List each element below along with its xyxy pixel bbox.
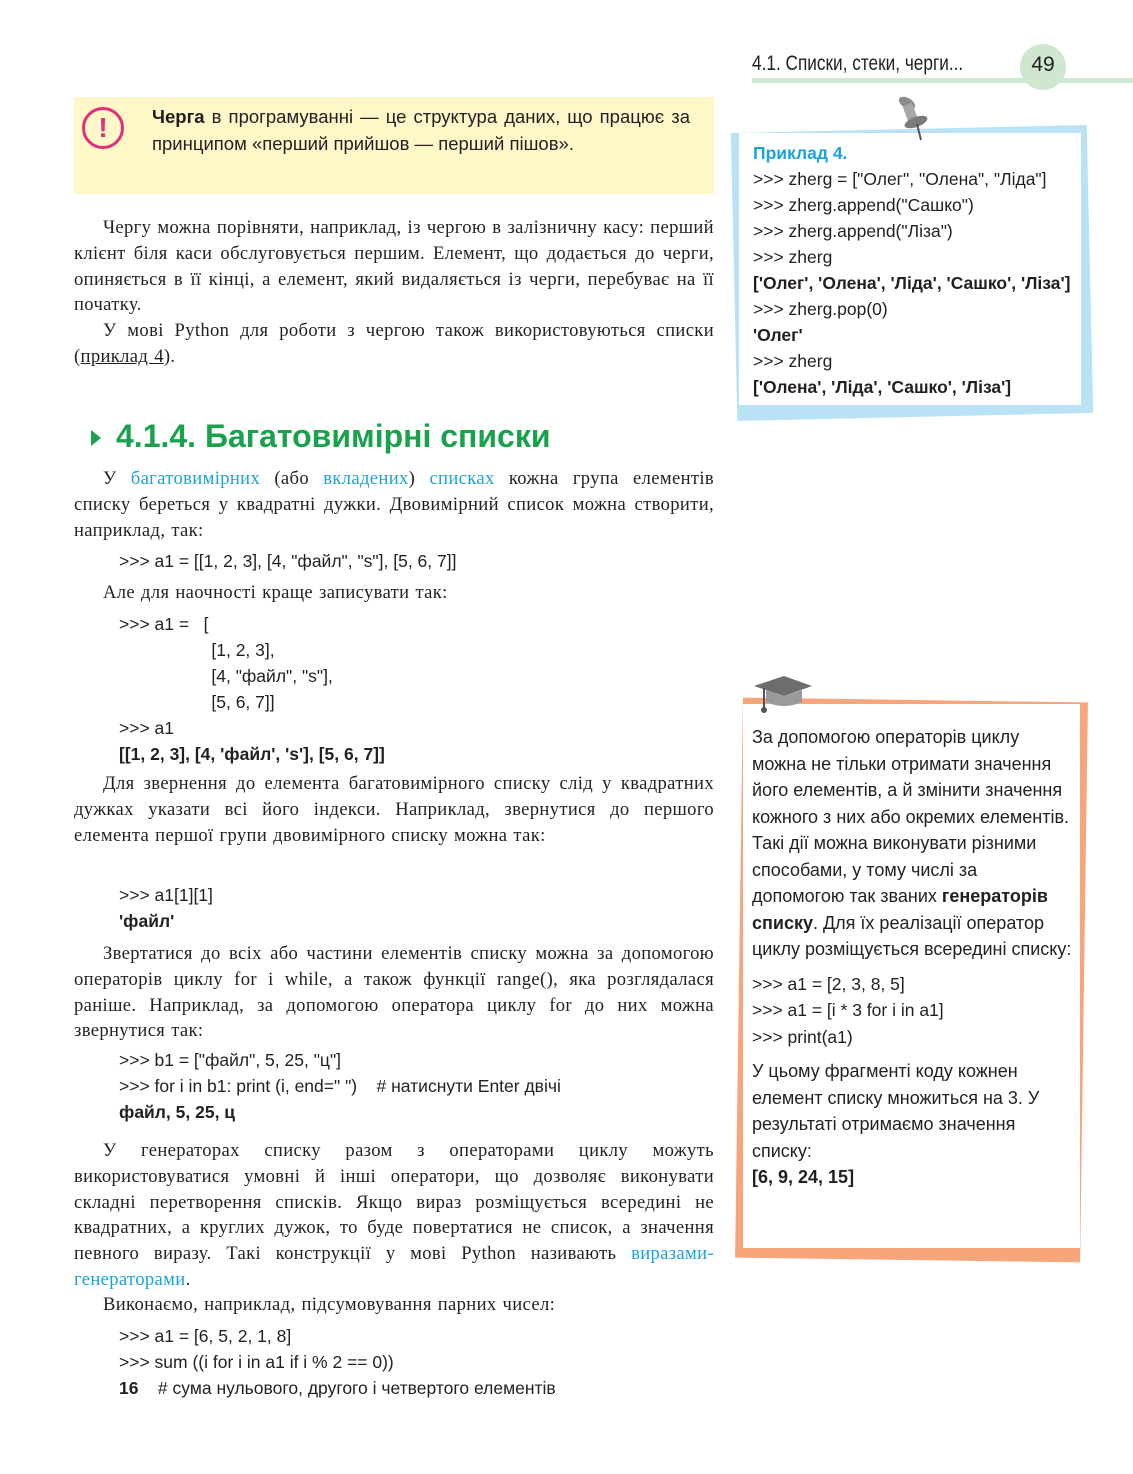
code-2d-list-formatted: >>> a1 = [ [1, 2, 3], [4, "файл", "s"], [5, 6, 7]] >>> a1 [[1, 2, 3], [4, 'файл', 's'], [5, 6, 7]] — [119, 611, 385, 767]
paragraph-loops: Звертатися до всіх або частини елементів списку можна за допомогою операторів циклу for і while, а також функції range(), яка розглядалася раніше. Наприклад, за допомогою оператора циклу for до них можна звернутися так: — [74, 943, 714, 1042]
code-2d-list: >>> a1 = [[1, 2, 3], [4, "файл", "s"], [5, 6, 7]] — [119, 551, 457, 571]
example-code: >>> zherg = ["Олег", "Олена", "Ліда"] >>> zherg.append("Сашко") >>> zherg.append("Ліза") >>> zherg ['Олег', 'Олена', 'Ліда', 'Сашко', 'Ліза'] >>> zherg.pop(0) 'Олег' >>> zherg ['Олена', 'Ліда', 'Сашко', 'Ліза'] — [753, 166, 1070, 400]
section-heading: 4.1.4. Багатовимірні списки — [116, 418, 551, 454]
heading-arrow-icon — [91, 430, 101, 446]
pushpin-icon — [893, 94, 943, 146]
paragraph-python-queue: У мові Python для роботи з чергою також використовуються списки (приклад 4). — [74, 320, 714, 367]
paragraph-queue-analogy: Чергу можна порівняти, наприклад, із чергою в залізничну касу: перший клієнт біля каси обслуговується першим. Елемент, що додається до черги, опиняється в її кінці, а елемент, який видаляється із черги, перебуває на її початку. — [74, 217, 714, 316]
code-output: 16 — [119, 1378, 139, 1398]
tip-text: За допомогою операторів циклу можна не тільки отримати значення його елементів, а й змінити значення кожного з них або окремих елементів. Такі дії можна виконувати різними способами, у тому числі за допомогою так званих генераторів списку. Для їх реалізації оператор циклу розміщується всередині списку: >>> a1 = [2, 3, 8, 5] >>> a1 = [i * 3 for i in a1] >>> print(a1) У цьому фрагменті коду кожнен елемент списку множиться на 3. У результаті отримаємо значення списку: [6, 9, 24, 15] — [752, 724, 1072, 1191]
code-output: 'файл' — [119, 911, 175, 931]
term-generator-expressions: виразами-генераторами — [74, 1243, 714, 1290]
paragraph-indexing: Для звернення до елемента багатовимірного списку слід у квадратних дужках указати всі його індекси. Наприклад, звернутися до першого елемента першої групи двовимірного списку можна так: — [74, 773, 714, 846]
exclamation-icon: ! — [82, 107, 124, 149]
example-4-link[interactable]: приклад 4 — [80, 345, 164, 367]
tip-code: >>> a1 = [2, 3, 8, 5] >>> a1 = [i * 3 for i in a1] >>> print(a1) — [752, 973, 944, 1047]
paragraph-generators: У генераторах списку разом з операторами циклу можуть використовуватися умовні й інші оператори, що дозволяє виконувати складні перетворення списків. Якщо вираз розміщується всередині не квадратних, а круглих дужок, то буде повертатися не список, а значення певного виразу. Такі конструкції у мові Python називають виразами-генераторами. — [74, 1140, 714, 1290]
code-output: [[1, 2, 3], [4, 'файл', 's'], [5, 6, 7]] — [119, 744, 385, 764]
header-rule — [752, 78, 1133, 83]
paragraph-sum-even: Виконаємо, наприклад, підсумовування парних чисел: — [103, 1294, 556, 1315]
definition-term: Черга — [152, 106, 205, 127]
page-number: 49 — [1020, 44, 1066, 90]
code-output: 'Олег' — [753, 325, 803, 345]
term-nested: вкладених — [323, 468, 409, 489]
tip-result: [6, 9, 24, 15] — [752, 1167, 855, 1187]
running-header: 4.1. Списки, стеки, черги... — [752, 52, 964, 75]
code-output: ['Олег', 'Олена', 'Ліда', 'Сашко', 'Ліза'] — [753, 273, 1071, 293]
definition-text: Черга в програмуванні — це структура даних, що працює за принципом «перший прийшов — перший пішов». — [152, 106, 690, 154]
term-list-generators: генераторів списку — [752, 886, 1048, 933]
paragraph-clarity: Але для наочності краще записувати так: — [103, 582, 448, 603]
paragraph-multidim-lists: У багатовимірних (або вкладених) списках кожна група елементів списку береться у квадратні дужки. Двовимірний список можна створити, наприклад, так: — [74, 468, 714, 541]
code-sum: >>> a1 = [6, 5, 2, 1, 8] >>> sum ((i for i in a1 if i % 2 == 0)) 16 # сума нульового, другого і четвертого елементів — [119, 1326, 556, 1398]
term-lists: списках — [429, 468, 495, 489]
example-title: Приклад 4. — [753, 143, 848, 163]
graduation-cap-icon — [752, 672, 814, 720]
term-multidimensional: багатовимірних — [130, 468, 261, 489]
code-comment: # сума нульового, другого і четвертого елементів — [138, 1378, 556, 1398]
code-indexing: >>> a1[1][1] 'файл' — [119, 882, 213, 934]
code-loop: >>> b1 = ["файл", 5, 25, "ц"] >>> for i in b1: print (i, end=" ") # натиснути Enter двічі файл, 5, 25, ц — [119, 1047, 561, 1125]
code-output: ['Олена', 'Ліда', 'Сашко', 'Ліза'] — [753, 377, 1012, 397]
code-output: файл, 5, 25, ц — [119, 1102, 236, 1122]
